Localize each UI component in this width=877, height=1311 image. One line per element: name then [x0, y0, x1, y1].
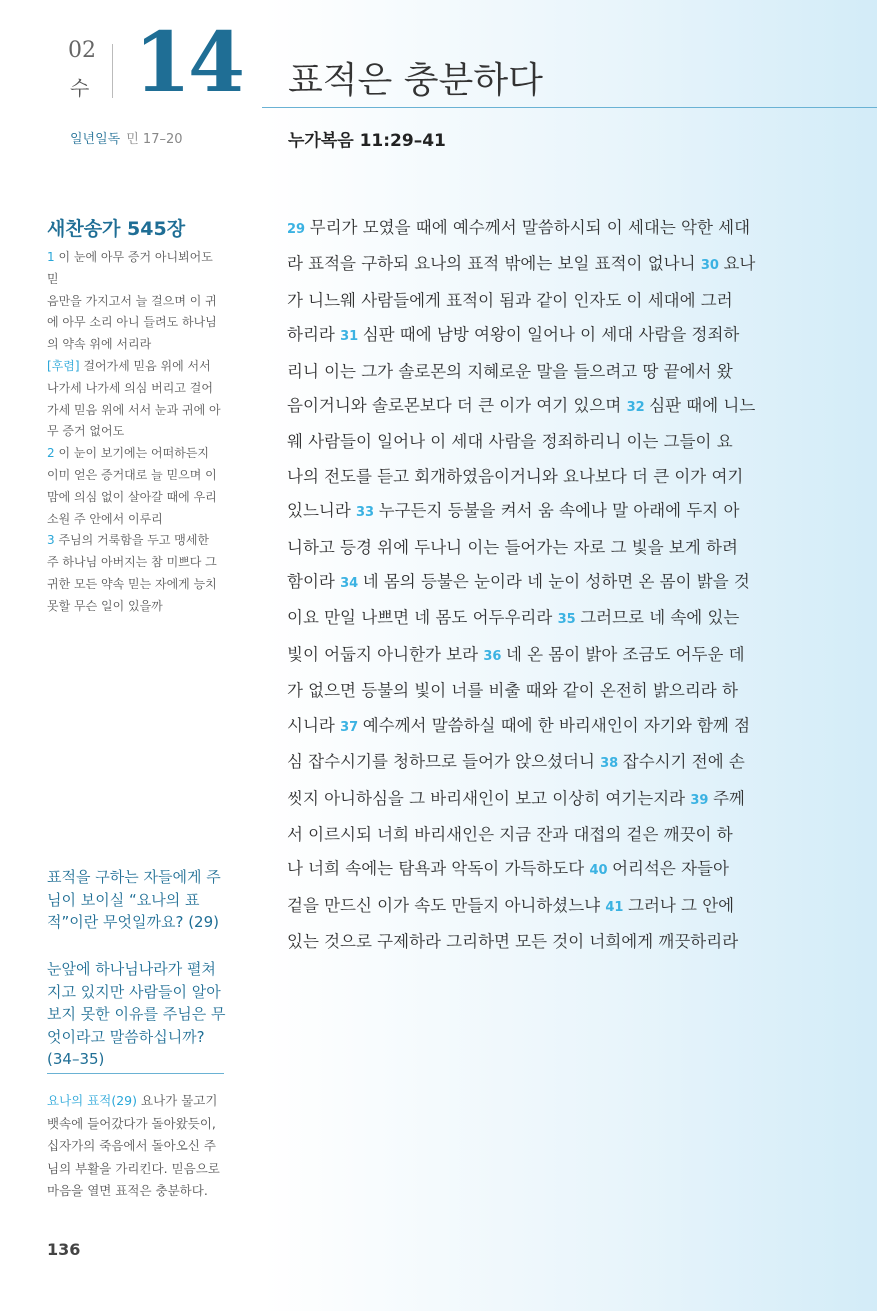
verse-number: 35 [557, 612, 581, 628]
note-label: 요나의 표적(29) [47, 1093, 138, 1108]
hymn-line [47, 465, 227, 487]
hymn-line-text: 에 아무 소리 아니 들려도 하나님 [47, 315, 217, 330]
verse-number: 30 [700, 258, 724, 274]
verse-text: 어리석은 자들아 [612, 859, 729, 879]
hymn-line [47, 552, 227, 574]
hymn-line [47, 596, 227, 618]
verse-text: 서 이르시되 너희 바리새인은 지금 잔과 대접의 겉은 깨끗이 하 [287, 824, 733, 844]
verse-text: 무리가 모였을 때에 예수께서 말씀하시되 이 세대는 악한 세대 [309, 218, 751, 237]
hymn-line [47, 509, 227, 531]
verse-text: 나 너희 속에는 탐욕과 악독이 가득하도다 [287, 859, 590, 879]
date-weekday: 수 [70, 76, 90, 100]
scripture-line [287, 782, 790, 818]
verse-text: 이요 만일 나쁘면 네 몸도 어두우리라 [287, 608, 558, 628]
verse-number: 38 [600, 756, 623, 772]
hymn-line-text: 이 눈에 아무 증거 아니뵈어도 믿 [47, 250, 213, 286]
hymn-line-text: 가세 믿음 위에 서서 눈과 귀에 아 [47, 402, 221, 417]
scripture-line [287, 355, 790, 389]
passage-reference: 누가복음 11:29–41 [288, 131, 446, 151]
hymn-line-text: 걸어가세 믿음 위에 서서 [83, 358, 211, 373]
hymn-verse-number: 1 [47, 250, 59, 264]
verse-text: 요나 [723, 254, 756, 274]
scripture-line [287, 925, 790, 959]
hymn-line-text: 나가세 나가세 의심 버리고 걸어 [47, 380, 213, 395]
note-text: 요나가 물고기 뱃속에 들어갔다가 돌아왔듯이, 십자가의 죽음에서 돌아오신 주님의 부활을 가리킨다. 믿음으로 마음을 열면 표적은 충분하다. [47, 1093, 220, 1198]
hymn-verse-number: 2 [47, 446, 59, 461]
scripture-line [287, 601, 790, 637]
hymn-line [47, 378, 227, 400]
verse-text: 나의 전도를 듣고 회개하였음이거니와 요나보다 더 큰 이가 여기 [287, 466, 744, 486]
hymn-line [47, 356, 227, 378]
date-month: 02 [68, 38, 96, 63]
verse-text: 가 없으면 등불의 빛이 너를 비출 때와 같이 온전히 밝으리라 하 [287, 681, 738, 701]
verse-text: 있느니라 [287, 501, 357, 521]
hymn-line-text: 맘에 의심 없이 살아갈 때에 우리 [47, 489, 217, 504]
question-2: 눈앞에 하나님나라가 펼쳐지고 있지만 사람들이 알아보지 못한 이유를 주님은 무엇이라고 말씀하십니까? (34–35) [47, 960, 226, 1068]
scripture-text [287, 211, 790, 960]
verse-number: 36 [483, 648, 506, 664]
verse-text: 하리라 [287, 325, 341, 345]
verse-number: 41 [605, 899, 628, 915]
verse-text: 빛이 어둡지 아니한가 보라 [287, 644, 484, 664]
hymn-line [47, 574, 227, 596]
verse-number: 33 [356, 505, 379, 521]
hymn-title: 새찬송가 545장 [47, 218, 186, 240]
hymn-line-text: 이 눈이 보기에는 어떠하든지 [58, 446, 210, 461]
scripture-line [287, 638, 790, 674]
hymn-line [47, 334, 227, 356]
hymn-line [47, 247, 227, 291]
scripture-line [287, 318, 790, 354]
verse-text: 누구든지 등불을 켜서 움 속에나 말 아래에 두지 아 [378, 501, 740, 521]
verse-text: 리니 이는 그가 솔로몬의 지혜로운 말을 들으려고 땅 끝에서 왔 [287, 361, 733, 381]
hymn-lyrics [47, 247, 227, 618]
scripture-line [287, 389, 790, 425]
scripture-line [287, 565, 790, 601]
scripture-line [287, 818, 790, 852]
hymn-line [47, 291, 227, 313]
verse-text: 가 니느웨 사람들에게 표적이 됨과 같이 인자도 이 세대에 그러 [287, 290, 733, 310]
verse-text: 예수께서 말씀하실 때에 한 바리새인이 자기와 함께 점 [362, 715, 751, 735]
date-day: 14 [134, 15, 243, 111]
scripture-line [287, 284, 790, 318]
verse-text: 심판 때에 남방 여왕이 일어나 이 세대 사람을 정죄하 [362, 325, 740, 345]
date-divider [112, 44, 113, 98]
verse-number: 29 [287, 222, 310, 237]
verse-text: 함이라 [287, 572, 341, 592]
hymn-line [47, 530, 227, 552]
hymn-line-text: 무 증거 없어도 [47, 424, 125, 439]
verse-text: 그러나 그 안에 [628, 895, 735, 915]
verse-text: 심판 때에 니느 [649, 396, 756, 416]
verse-number: 40 [589, 863, 613, 879]
title-rule [262, 107, 877, 108]
verse-number: 34 [340, 576, 363, 592]
scripture-line [287, 745, 790, 781]
verse-text: 라 표적을 구하되 요나의 표적 밖에는 보일 표적이 없나니 [287, 254, 701, 274]
hymn-line-text: 귀한 모든 약속 믿는 자에게 능치 [47, 576, 217, 591]
verse-number: 31 [340, 329, 363, 345]
verse-number: 37 [340, 719, 363, 735]
scripture-line [287, 425, 790, 459]
scripture-line [287, 852, 790, 888]
hymn-line-text: 의 약속 위에 서리라 [47, 337, 152, 352]
hymn-line-text: 소원 주 안에서 이루리 [47, 511, 163, 526]
scripture-line [287, 889, 790, 925]
scripture-line [287, 494, 790, 530]
verse-text: 음이거니와 솔로몬보다 더 큰 이가 여기 있으며 [287, 396, 627, 416]
hymn-line-text: 이미 얻은 증거대로 늘 믿으며 이 [47, 467, 217, 482]
verse-text: 있는 것으로 구제하라 그리하면 모든 것이 너희에게 깨끗하리라 [287, 932, 739, 952]
hymn-verse-number: 3 [47, 533, 59, 548]
verse-text: 주께 [712, 788, 745, 808]
verse-number: 32 [626, 400, 650, 416]
hymn-line-text: 주 하나님 아버지는 참 미쁘다 그 [47, 555, 217, 570]
verse-text: 심 잡수시기를 청하므로 들어가 앉으셨더니 [287, 752, 601, 772]
verse-text: 시니라 [287, 715, 341, 735]
verse-text: 웨 사람들이 일어나 이 세대 사람을 정죄하리니 이는 그들이 요 [287, 432, 733, 452]
verse-text: 잡수시기 전에 손 [622, 752, 745, 772]
reading-label: 일년일독 [70, 132, 121, 147]
reading-range: 민 17–20 [126, 132, 183, 147]
page-number: 136 [47, 1240, 81, 1259]
scripture-line [287, 674, 790, 708]
side-divider [47, 1073, 224, 1074]
hymn-line [47, 443, 227, 465]
verse-text: 씻지 아니하심을 그 바리새인이 보고 이상히 여기는지라 [287, 788, 691, 808]
hymn-line [47, 487, 227, 509]
hymn-line [47, 312, 227, 334]
scripture-line [287, 709, 790, 745]
scripture-line [287, 211, 790, 247]
verse-text: 네 온 몸이 밝아 조금도 어두운 데 [505, 644, 745, 664]
verse-text: 네 몸의 등불은 눈이라 네 눈이 성하면 온 몸이 밝을 것 [362, 572, 750, 592]
hymn-line [47, 421, 227, 443]
hymn-line-text: 주님의 거룩함을 두고 맹세한 [58, 533, 210, 548]
hymn-line-text: 음만을 가지고서 늘 걸으며 이 귀 [47, 293, 217, 308]
hymn-verse-number: [후렴] [47, 358, 84, 373]
scripture-line [287, 247, 790, 283]
scripture-line [287, 460, 790, 494]
hymn-line-text: 못할 무슨 일이 있을까 [47, 598, 163, 613]
study-note [47, 1090, 227, 1203]
verse-number: 39 [690, 792, 713, 808]
verse-text: 그러므로 네 속에 있는 [580, 608, 740, 628]
annual-reading [70, 128, 183, 147]
question-1: 표적을 구하는 자들에게 주님이 보이실 “요나의 표적”이란 무엇일까요? (29) [47, 868, 221, 931]
verse-text: 니하고 등경 위에 두나니 이는 들어가는 자로 그 빛을 보게 하려 [287, 537, 738, 557]
hymn-line [47, 400, 227, 422]
verse-text: 겉을 만드신 이가 속도 만들지 아니하셨느냐 [287, 895, 606, 915]
page-title: 표적은 충분하다 [288, 60, 543, 101]
scripture-line [287, 531, 790, 565]
